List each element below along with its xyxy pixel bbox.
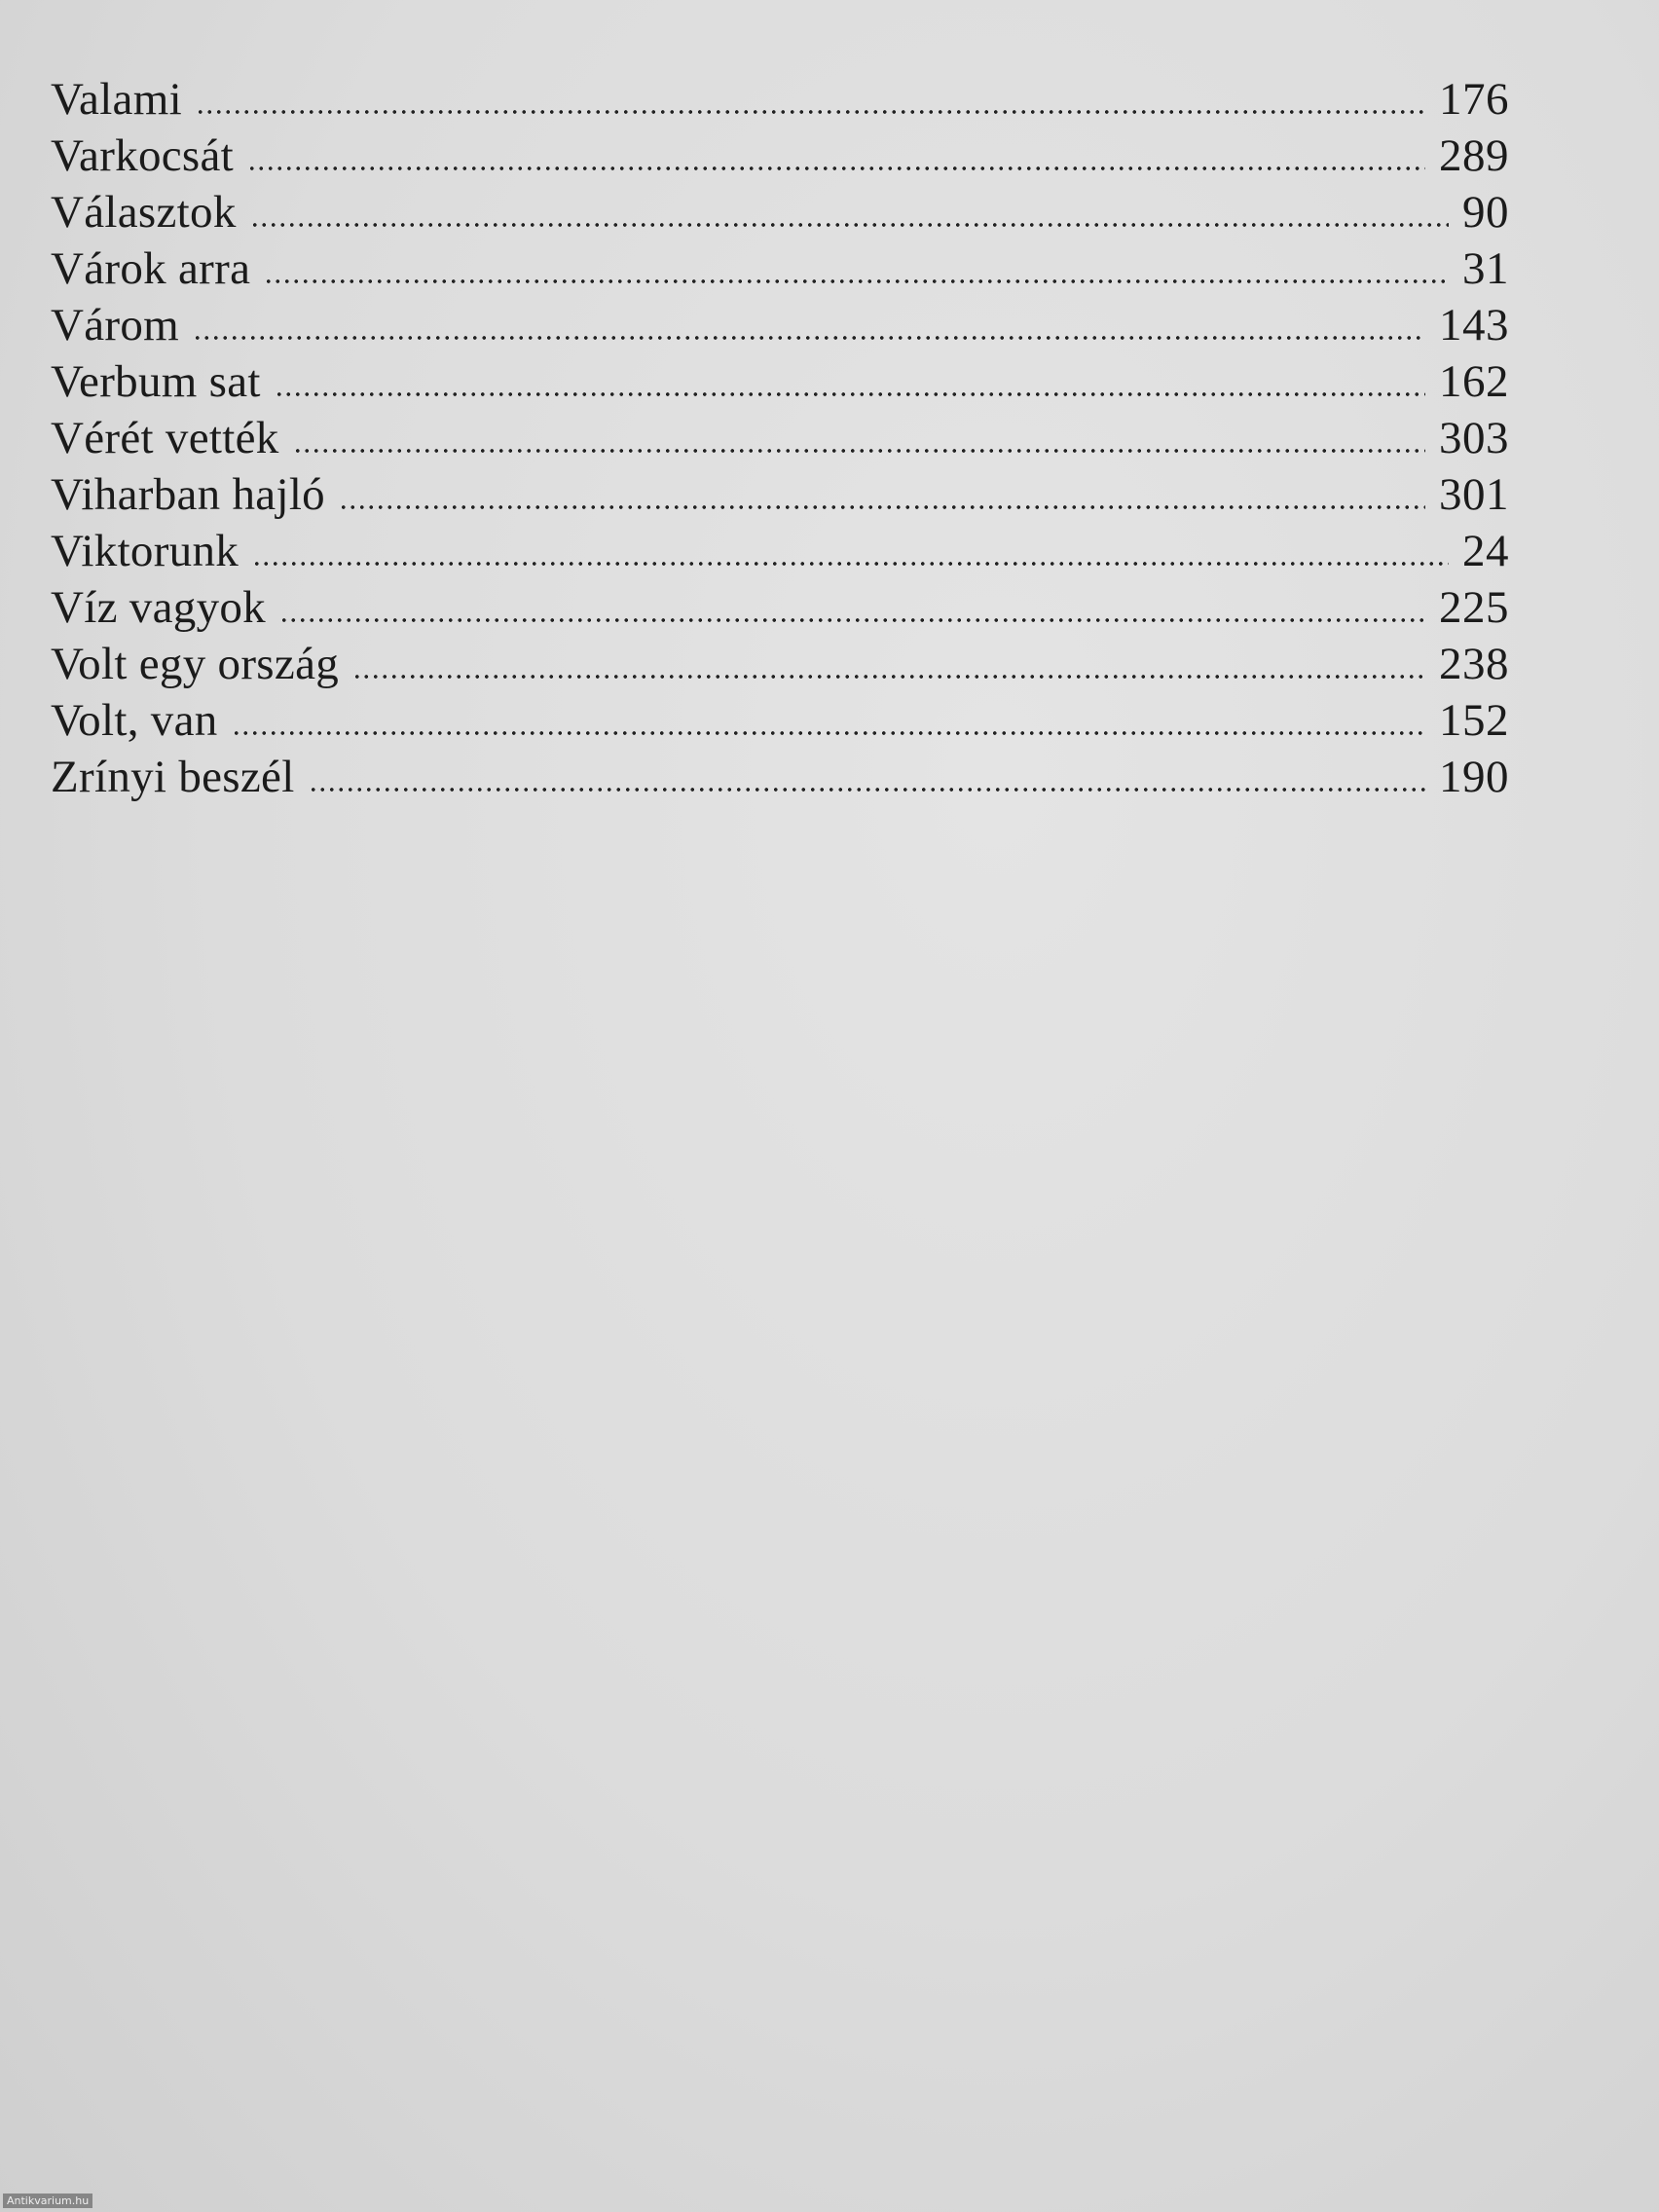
toc-entry <box>51 466 1509 523</box>
dot-leader <box>275 392 1425 396</box>
toc-entry-page: 152 <box>1439 695 1509 746</box>
dot-leader <box>352 675 1425 679</box>
toc-entry <box>51 184 1509 240</box>
toc-entry-title: Volt egy ország <box>51 639 340 689</box>
dot-leader <box>247 166 1425 170</box>
toc-entry-title: Volt, van <box>51 695 218 746</box>
dot-leader <box>232 731 1425 735</box>
dot-leader <box>264 279 1449 283</box>
toc-entry-page: 303 <box>1439 413 1509 463</box>
watermark-label: Antikvarium.hu <box>3 2194 92 2208</box>
toc-entry-title: Vérét vették <box>51 413 279 463</box>
dot-leader <box>250 223 1449 227</box>
toc-entry-title: Varkocsát <box>51 130 235 181</box>
table-of-contents <box>51 71 1509 805</box>
toc-entry <box>51 297 1509 353</box>
toc-entry <box>51 749 1509 805</box>
toc-entry <box>51 410 1509 466</box>
toc-entry-page: 162 <box>1439 356 1509 407</box>
toc-entry-title: Viharban hajló <box>51 469 325 520</box>
toc-entry <box>51 240 1509 297</box>
dot-leader <box>309 788 1425 792</box>
toc-entry-page: 31 <box>1462 243 1509 294</box>
dot-leader <box>293 449 1425 453</box>
toc-entry-page: 238 <box>1439 639 1509 689</box>
toc-entry-page: 225 <box>1439 582 1509 633</box>
toc-entry-page: 176 <box>1439 74 1509 125</box>
toc-entry-title: Várok arra <box>51 243 251 294</box>
dot-leader <box>193 336 1425 340</box>
dot-leader <box>252 562 1449 566</box>
toc-entry <box>51 523 1509 579</box>
toc-entry <box>51 71 1509 128</box>
toc-entry-page: 289 <box>1439 130 1509 181</box>
toc-entry <box>51 128 1509 184</box>
toc-entry-title: Víz vagyok <box>51 582 266 633</box>
toc-entry-page: 190 <box>1439 752 1509 802</box>
toc-entry-page: 24 <box>1462 526 1509 576</box>
toc-entry-title: Zrínyi beszél <box>51 752 295 802</box>
toc-entry <box>51 692 1509 749</box>
dot-leader <box>339 505 1425 509</box>
toc-entry-page: 143 <box>1439 300 1509 350</box>
toc-entry-title: Verbum sat <box>51 356 261 407</box>
toc-entry <box>51 636 1509 692</box>
toc-entry-page: 301 <box>1439 469 1509 520</box>
toc-entry <box>51 579 1509 636</box>
toc-entry-title: Viktorunk <box>51 526 240 576</box>
toc-entry-title: Valami <box>51 74 182 125</box>
toc-entry-page: 90 <box>1462 187 1509 238</box>
toc-entry-title: Választok <box>51 187 237 238</box>
toc-entry <box>51 353 1509 410</box>
dot-leader <box>279 618 1425 622</box>
dot-leader <box>196 110 1425 114</box>
toc-entry-title: Várom <box>51 300 180 350</box>
